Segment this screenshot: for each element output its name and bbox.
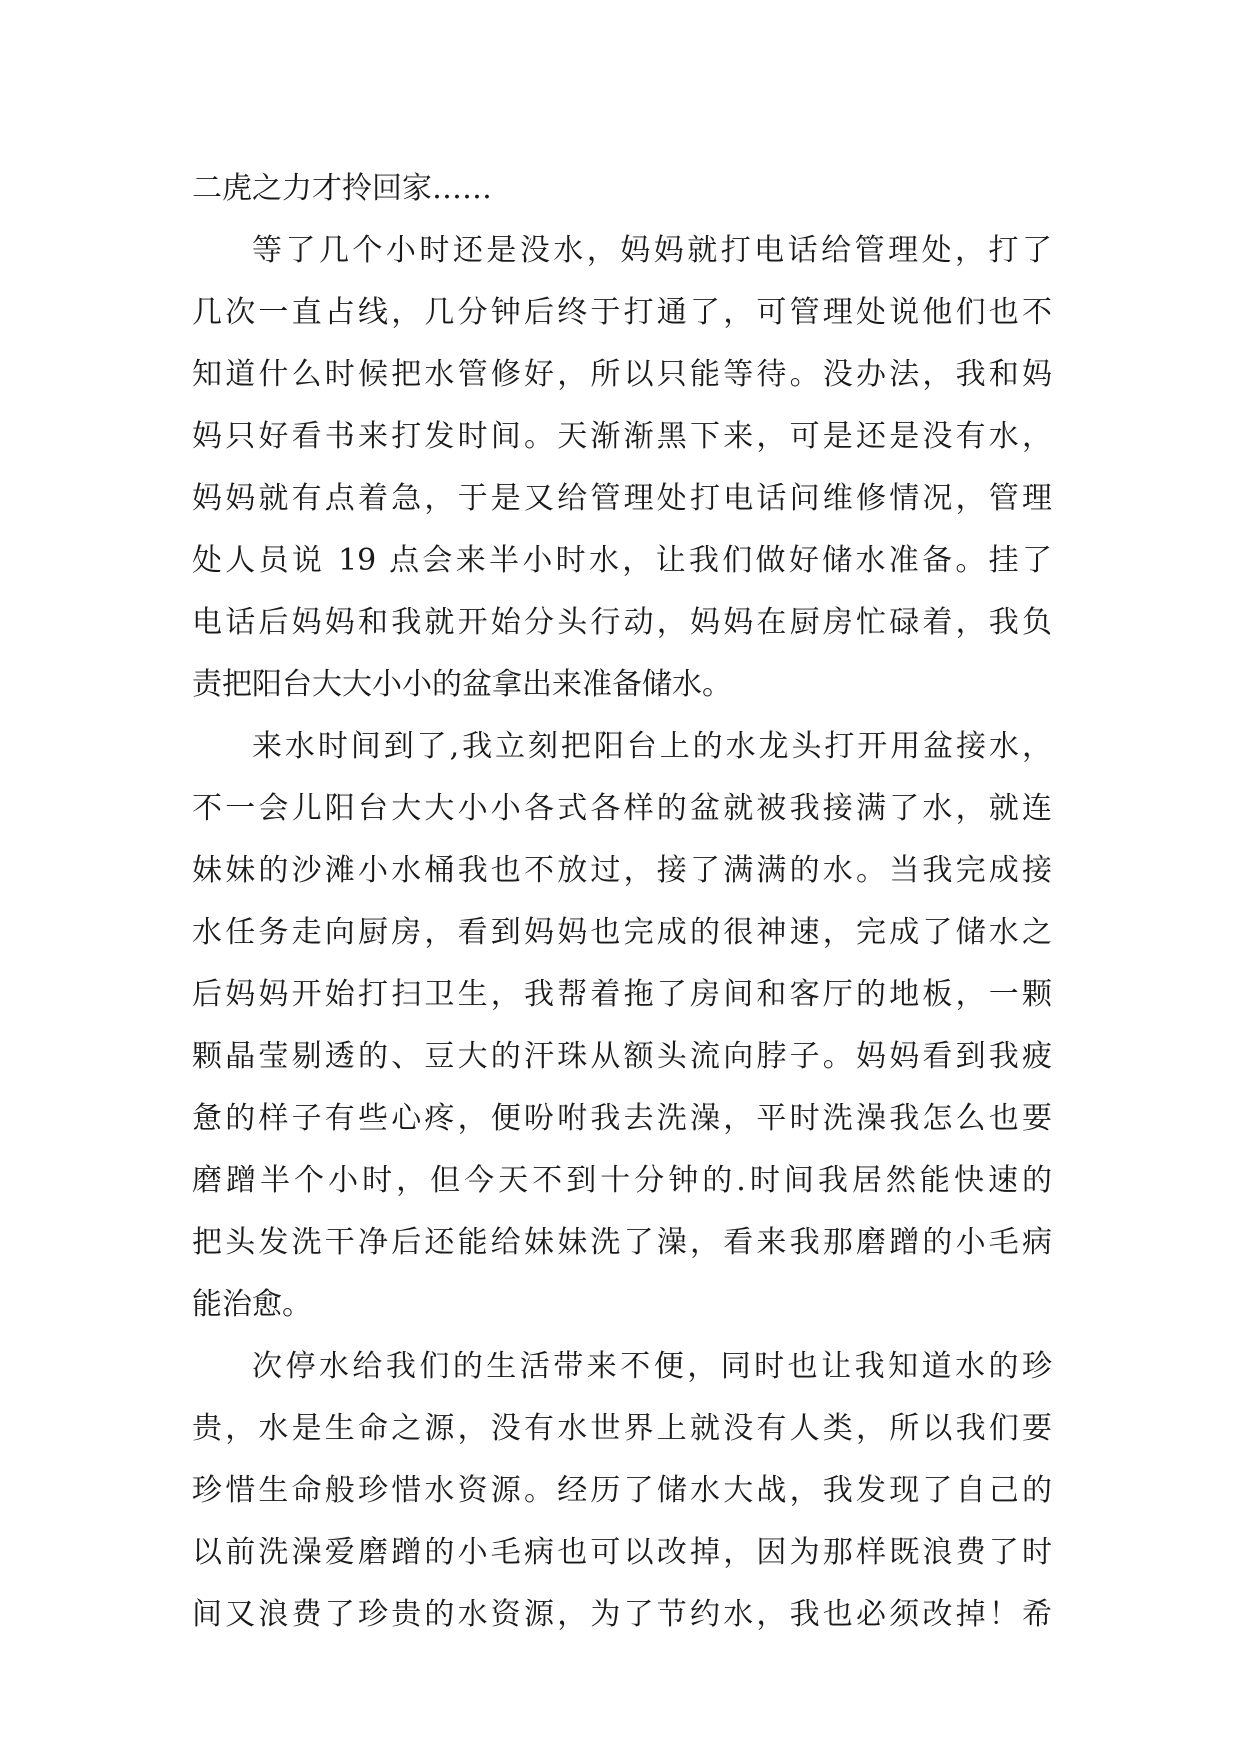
text-line: 二虎之力才拎回家…… <box>192 171 492 206</box>
text-line: 妈只好看书来打发时间。天渐渐黑下来，可是还是没有水， <box>192 419 1052 454</box>
text-line: 水任务走向厨房，看到妈妈也完成的很神速，完成了储水之 <box>192 915 1052 950</box>
text-line: 间又浪费了珍贵的水资源，为了节约水，我也必须改掉！希 <box>192 1597 1052 1632</box>
text-line: 不一会儿阳台大大小小各式各样的盆就被我接满了水，就连 <box>192 791 1052 826</box>
text-line: 几次一直占线，几分钟后终于打通了，可管理处说他们也不 <box>192 295 1052 330</box>
text-line: 以前洗澡爱磨蹭的小毛病也可以改掉，因为那样既浪费了时 <box>192 1535 1052 1570</box>
text-line: 后妈妈开始打扫卫生，我帮着拖了房间和客厅的地板，一颗 <box>192 977 1052 1012</box>
text-line: 次停水给我们的生活带来不便，同时也让我知道水的珍 <box>252 1349 1052 1384</box>
body-text <box>192 158 1052 1646</box>
text-line: 颗晶莹剔透的、豆大的汗珠从额头流向脖子。妈妈看到我疲 <box>192 1039 1052 1074</box>
text-line: 处人员说 19 点会来半小时水，让我们做好储水准备。挂了 <box>192 543 1052 578</box>
text-line: 磨蹭半个小时，但今天不到十分钟的.时间我居然能快速的 <box>192 1163 1052 1198</box>
text-line: 贵，水是生命之源，没有水世界上就没有人类，所以我们要 <box>192 1411 1052 1446</box>
text-line: 珍惜生命般珍惜水资源。经历了储水大战，我发现了自己的 <box>192 1473 1052 1508</box>
text-line: 妈妈就有点着急，于是又给管理处打电话问维修情况，管理 <box>192 481 1052 516</box>
text-line: 电话后妈妈和我就开始分头行动，妈妈在厨房忙碌着，我负 <box>192 605 1052 640</box>
text-line: 妹妹的沙滩小水桶我也不放过，接了满满的水。当我完成接 <box>192 853 1052 888</box>
text-line: 等了几个小时还是没水，妈妈就打电话给管理处，打了 <box>252 233 1052 268</box>
text-line: 来水时间到了,我立刻把阳台上的水龙头打开用盆接水， <box>252 729 1052 764</box>
text-line: 把头发洗干净后还能给妹妹洗了澡，看来我那磨蹭的小毛病 <box>192 1225 1052 1260</box>
text-line: 能治愈。 <box>192 1287 312 1322</box>
text-line: 责把阳台大大小小的盆拿出来准备储水。 <box>192 667 732 702</box>
text-line: 知道什么时候把水管修好，所以只能等待。没办法，我和妈 <box>192 357 1052 392</box>
text-line: 惫的样子有些心疼，便吩咐我去洗澡，平时洗澡我怎么也要 <box>192 1101 1052 1136</box>
